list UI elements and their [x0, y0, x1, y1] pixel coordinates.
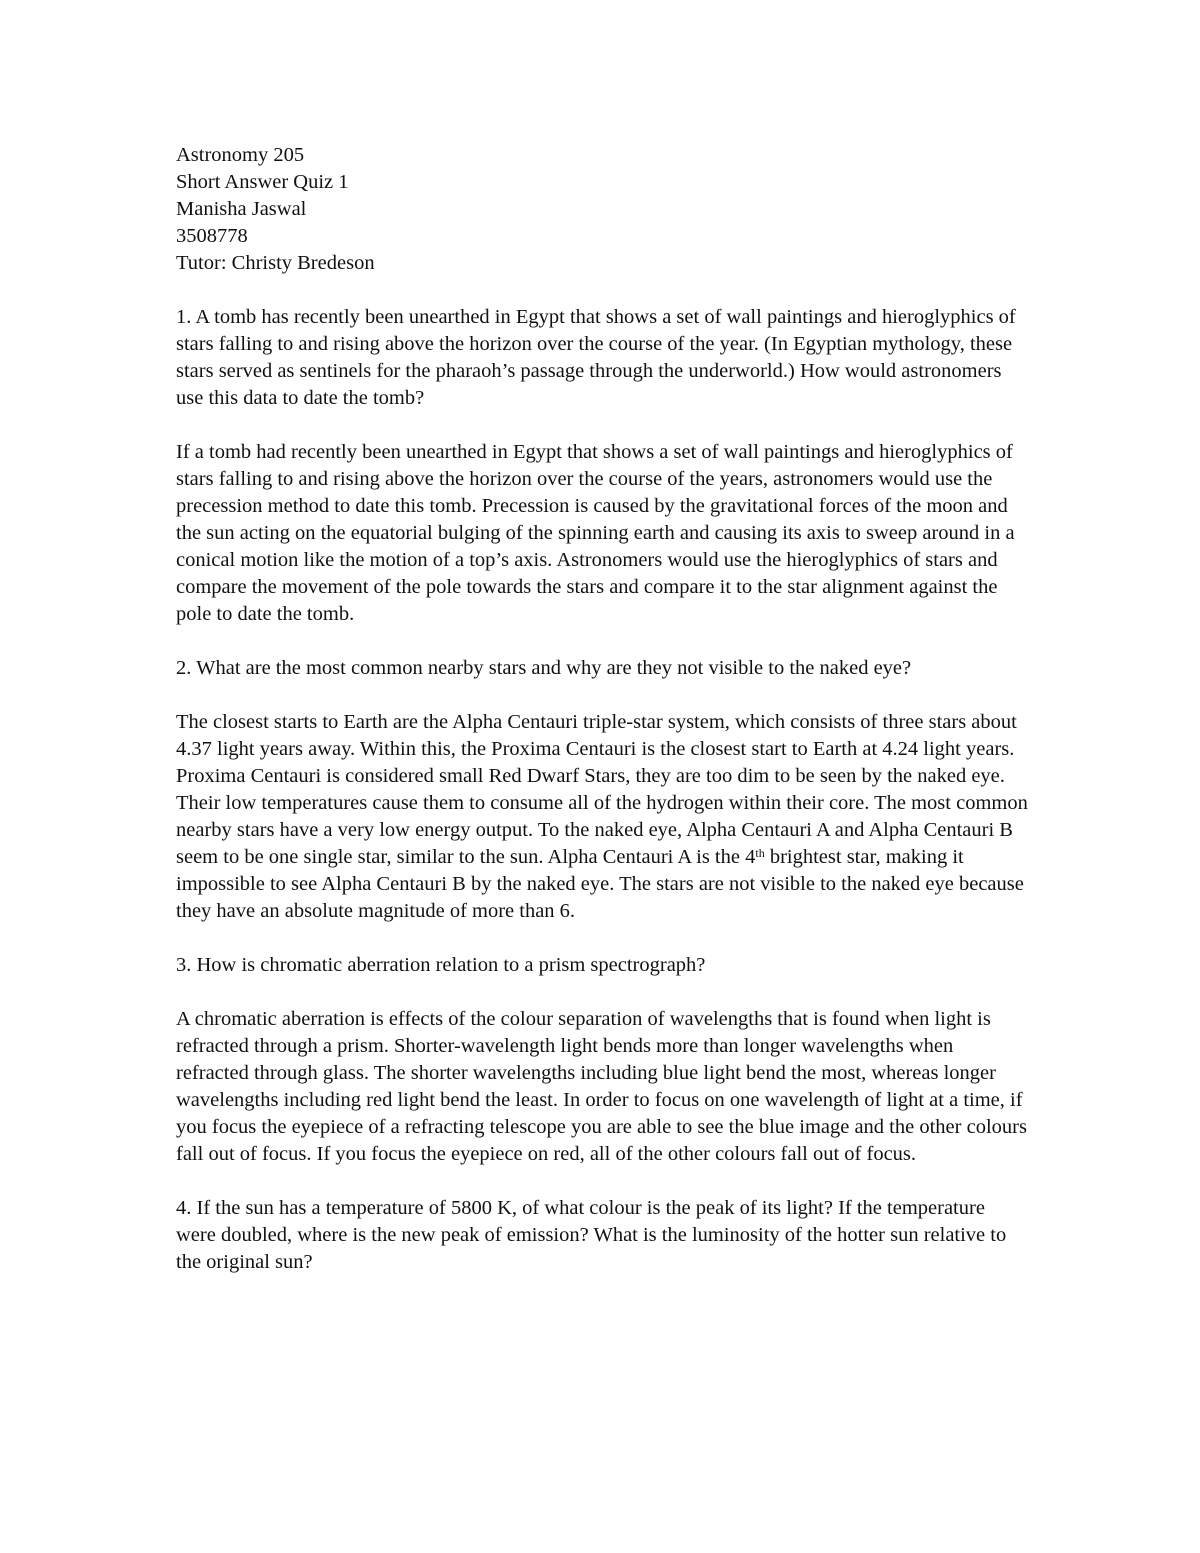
tutor-name: Tutor: Christy Bredeson: [176, 252, 375, 274]
answer-1: If a tomb had recently been unearthed in Egypt that shows a set of wall paintings and hieroglyphics of stars falling to and rising above the horizon over the course of the years, astronomers would use the precession method to date this tomb. Precession is caused by the gravitational forces of the moon and the sun acting on the equatorial bulging of the spinning earth and causing its axis to sweep around in a conical motion like the motion of a top’s axis. Astronomers would use the hieroglyphics of stars and compare the movement of the pole towards the stars and compare it to the star alignment against the pole to date the tomb.: [176, 441, 1015, 625]
assignment-title: Short Answer Quiz 1: [176, 171, 349, 193]
student-id: 3508778: [176, 225, 248, 247]
course-title: Astronomy 205: [176, 144, 305, 166]
answer-2-text-part-1: The closest starts to Earth are the Alpha Centauri triple-star system, which consists of three stars about 4.37 light years away. Within this, the Proxima Centauri is the closest start to Earth at 4.24 light years. Proxima Centauri is considered small Red Dwarf Stars, they are too dim to be seen by the naked eye. Their low temperatures cause them to consume all of the hydrogen within their core. The most common nearby stars have a very low energy output. To the naked eye, Alpha Centauri A and Alpha Centauri B seem to be one single star, similar to the sun. Alpha Centauri A is the 4: [176, 711, 1028, 868]
answer-3: A chromatic aberration is effects of the colour separation of wavelengths that is found when light is refracted through a prism. Shorter-wavelength light bends more than longer wavelengths when refracted through glass. The shorter wavelengths including blue light bend the most, whereas longer wavelengths including red light bend the least. In order to focus on one wavelength of light at a time, if you focus the eyepiece of a refracting telescope you are able to see the blue image and the other colours fall out of focus. If you focus the eyepiece on red, all of the other colours fall out of focus.: [176, 1008, 1027, 1165]
ordinal-superscript: th: [755, 846, 765, 860]
question-2: 2. What are the most common nearby stars and why are they not visible to the naked eye?: [176, 657, 912, 679]
answer-2-text-part-2: brightest star, making it impossible to see Alpha Centauri B by the naked eye. The stars are not visible to the naked eye because they have an absolute magnitude of more than 6.: [176, 846, 1024, 922]
question-4: 4. If the sun has a temperature of 5800 K, of what colour is the peak of its light? If the temperature were doubled, where is the new peak of emission? What is the luminosity of the hotter sun relative to the original sun?: [176, 1197, 1007, 1273]
student-name: Manisha Jaswal: [176, 198, 307, 220]
question-1: 1. A tomb has recently been unearthed in Egypt that shows a set of wall paintings and hieroglyphics of stars falling to and rising above the horizon over the course of the year. (In Egyptian mythology, these stars served as sentinels for the pharaoh’s passage through the underworld.) How would astronomers use this data to date the tomb?: [176, 306, 1016, 409]
answer-2: [176, 709, 1028, 925]
header-block: [176, 142, 1028, 277]
question-3: 3. How is chromatic aberration relation to a prism spectrograph?: [176, 954, 706, 976]
document-page: [176, 142, 1028, 1276]
